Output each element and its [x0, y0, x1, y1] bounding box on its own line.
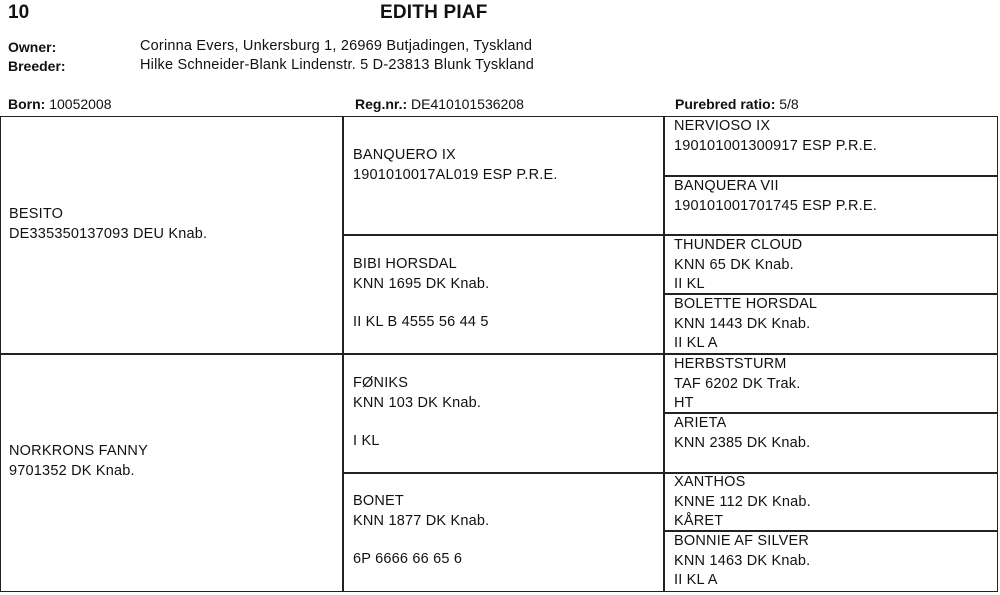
- born-field: [8, 96, 112, 112]
- horse-name-title: EDITH PIAF: [380, 2, 488, 23]
- owner-label: Owner:: [8, 39, 57, 55]
- dam-dam-extra: 6P 6666 66 65 6: [353, 551, 463, 567]
- born-label: Born:: [8, 96, 46, 112]
- dss-cell: [674, 355, 800, 414]
- sire-name: BESITO: [9, 206, 64, 222]
- dds-name: XANTHOS: [674, 474, 746, 490]
- regnr-field: [355, 96, 524, 112]
- sire-dam-name: BIBI HORSDAL: [353, 256, 457, 272]
- sire-dam-reg: KNN 1695 DK Knab.: [353, 275, 490, 292]
- sds-cell: [674, 236, 802, 295]
- ssd-cell: [674, 177, 877, 216]
- pedigree-table: [0, 116, 998, 592]
- sire-dam-cell: [353, 255, 489, 333]
- purebred-field: [675, 96, 799, 112]
- dam-sire-extra: I KL: [353, 433, 380, 449]
- dsd-name: ARIETA: [674, 415, 727, 431]
- sdd-name: BOLETTE HORSDAL: [674, 296, 818, 312]
- dam-dam-name: BONET: [353, 493, 404, 509]
- breeder-label: Breeder:: [8, 58, 66, 74]
- sss-reg: 190101001300917 ESP P.R.E.: [674, 137, 878, 154]
- sdd-cell: [674, 295, 817, 354]
- purebred-value: 5/8: [779, 96, 799, 112]
- dds-cell: [674, 473, 811, 532]
- ddd-reg: KNN 1463 DK Knab.: [674, 552, 811, 569]
- dds-extra: KÅRET: [674, 513, 724, 529]
- sire-dam-extra: II KL B 4555 56 44 5: [353, 314, 489, 330]
- breeder-value: Hilke Schneider-Blank Lindenstr. 5 D-23813 Blunk Tyskland: [140, 57, 534, 73]
- ddd-cell: [674, 532, 810, 591]
- row-divider: [342, 472, 997, 474]
- row-divider: [1, 353, 997, 355]
- sss-cell: [674, 117, 877, 156]
- dam-name: NORKRONS FANNY: [9, 443, 148, 459]
- ssd-reg: 190101001701745 ESP P.R.E.: [674, 197, 878, 214]
- dam-sire-cell: [353, 374, 481, 452]
- owner-value: Corinna Evers, Unkersburg 1, 26969 Butjadingen, Tyskland: [140, 38, 533, 54]
- regnr-value: DE410101536208: [411, 96, 524, 112]
- purebred-label: Purebred ratio:: [675, 96, 776, 112]
- ddd-name: BONNIE AF SILVER: [674, 533, 810, 549]
- sds-extra: II KL: [674, 276, 705, 292]
- ssd-name: BANQUERA VII: [674, 178, 779, 194]
- dam-dam-cell: [353, 492, 489, 570]
- dam-dam-reg: KNN 1877 DK Knab.: [353, 512, 490, 529]
- sds-reg: KNN 65 DK Knab.: [674, 256, 794, 273]
- sire-sire-reg: 1901010017AL019 ESP P.R.E.: [353, 166, 558, 183]
- dam-sire-reg: KNN 103 DK Knab.: [353, 394, 482, 411]
- dss-name: HERBSTSTURM: [674, 356, 787, 372]
- sire-reg: DE335350137093 DEU Knab.: [9, 225, 208, 242]
- ddd-extra: II KL A: [674, 572, 718, 588]
- dds-reg: KNNE 112 DK Knab.: [674, 493, 811, 510]
- dsd-reg: KNN 2385 DK Knab.: [674, 434, 811, 451]
- dss-reg: TAF 6202 DK Trak.: [674, 375, 801, 392]
- regnr-label: Reg.nr.:: [355, 96, 408, 112]
- born-value: 10052008: [49, 96, 112, 112]
- sds-name: THUNDER CLOUD: [674, 237, 803, 253]
- dsd-cell: [674, 414, 810, 453]
- dam-sire-name: FØNIKS: [353, 375, 409, 391]
- sire-sire-name: BANQUERO IX: [353, 147, 456, 163]
- sire-sire-cell: [353, 146, 558, 185]
- dam-reg: 9701352 DK Knab.: [9, 462, 135, 479]
- sdd-reg: KNN 1443 DK Knab.: [674, 315, 811, 332]
- dss-extra: HT: [674, 395, 694, 411]
- sire-cell: [9, 205, 207, 244]
- sss-name: NERVIOSO IX: [674, 118, 771, 134]
- catalog-number: 10: [8, 2, 30, 23]
- row-divider: [342, 234, 997, 236]
- sdd-extra: II KL A: [674, 335, 718, 351]
- dam-cell: [9, 442, 148, 481]
